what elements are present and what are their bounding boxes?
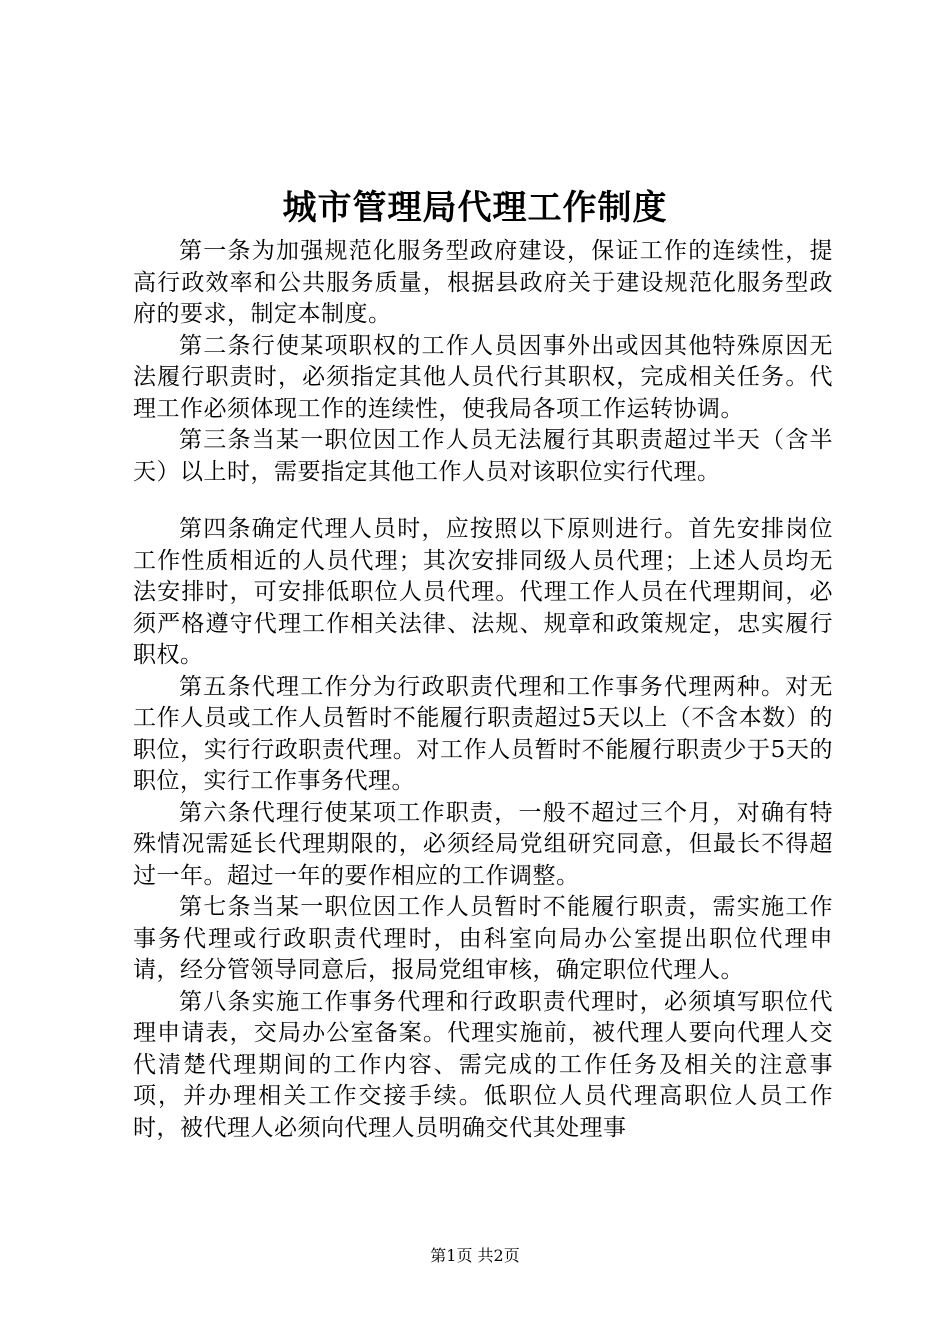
article-3-paragraph: 第三条当某一职位因工作人员无法履行其职责超过半天（含半天）以上时，需要指定其他工作人员对该职位实行代理。: [133, 427, 833, 485]
article-5-paragraph: 第五条代理工作分为行政职责代理和工作事务代理两种。对无工作人员或工作人员暂时不能履行职责超过5天以上（不含本数）的职位，实行行政职责代理。对工作人员暂时不能履行职责少于5天的职位，实行工作事务代理。: [133, 673, 833, 794]
document-title: 城市管理局代理工作制度: [282, 188, 668, 228]
article-7-paragraph: 第七条当某一职位因工作人员暂时不能履行职责，需实施工作事务代理或行政职责代理时，由科室向局办公室提出职位代理申请，经分管领导同意后，报局党组审核，确定职位代理人。: [133, 894, 833, 983]
article-6-paragraph: 第六条代理行使某项工作职责，一般不超过三个月，对确有特殊情况需延长代理期限的，必须经局党组研究同意，但最长不得超过一年。超过一年的要作相应的工作调整。: [133, 799, 833, 889]
document-body: [133, 236, 833, 1144]
article-8-paragraph: 第八条实施工作事务代理和行政职责代理时，必须填写职位代理申请表，交局办公室备案。代理实施前，被代理人要向代理人交代清楚代理期间的工作内容、需完成的工作任务及相关的注意事项，并办理相关工作交接手续。低职位人员代理高职位人员工作时，被代理人必须向代理人员明确交代其处理事: [133, 988, 833, 1141]
page-number-footer: 第1页 共2页: [430, 1246, 520, 1265]
article-2-paragraph: 第二条行使某项职权的工作人员因事外出或因其他特殊原因无法履行职责时，必须指定其他人员代行其职权，完成相关任务。代理工作必须体现工作的连续性，使我局各项工作运转协调。: [133, 332, 833, 422]
article-4-paragraph: 第四条确定代理人员时，应按照以下原则进行。首先安排岗位工作性质相近的人员代理；其次安排同级人员代理；上述人员均无法安排时，可安排低职位人员代理。代理工作人员在代理期间，必须严格遵守代理工作相关法律、法规、规章和政策规定，忠实履行职权。: [133, 516, 833, 668]
article-1-paragraph: 第一条为加强规范化服务型政府建设，保证工作的连续性，提高行政效率和公共服务质量，根据县政府关于建设规范化服务型政府的要求，制定本制度。: [133, 238, 833, 327]
